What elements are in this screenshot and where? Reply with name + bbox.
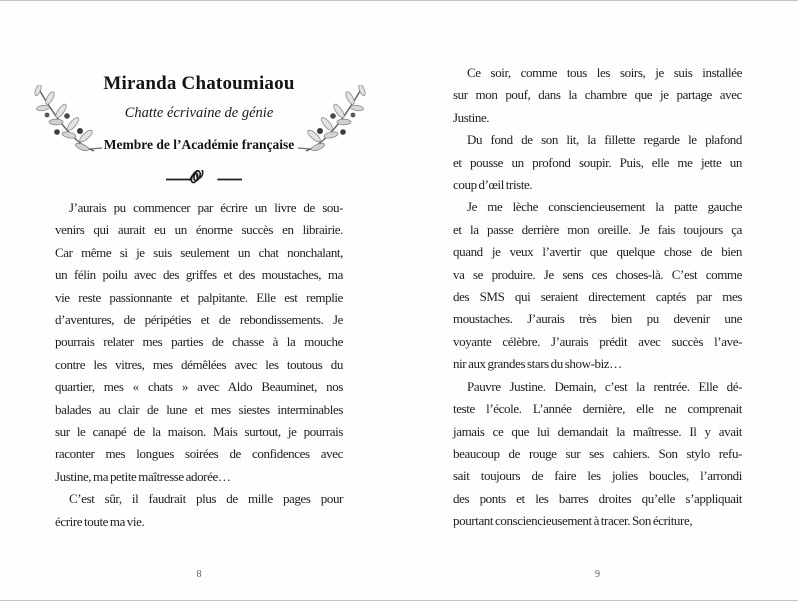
page-title: Miranda Chatoumiaou: [103, 73, 295, 94]
text-line: sur mon pouf, dans la chambre que je partage avec: [453, 87, 742, 103]
page-number-left: 8: [196, 569, 202, 580]
text-line: vie reste passionnante et palpitante. Elle est remplie: [55, 289, 343, 305]
text-line: et pousse un profond soupir. Puis, elle me jette un: [453, 154, 742, 170]
text-line: des SMS qui seraient directement captés par mes: [453, 289, 742, 305]
text-line: nir aux grandes stars du show-biz…: [453, 356, 622, 372]
text-line: voyante célèbre. J’aurais prédit avec succès l’ave-: [453, 333, 742, 349]
page-subtitle: Chatte écrivaine de génie: [124, 105, 274, 121]
olive-branch-icon: [30, 85, 102, 165]
paragraph: [453, 196, 742, 375]
text-line: sait toujours de faire les jolies boucles, l’arrondi: [453, 468, 742, 484]
rope-twist-divider-icon: [166, 170, 242, 188]
text-line: beaucoup de rouge sur ses cahiers. Son stylo refu-: [453, 445, 742, 461]
text-line: d’aventures, de péripéties et de rebondissements. Je: [55, 312, 343, 328]
text-line: pourrais relater mes parties de chasse à la mouche: [55, 334, 343, 350]
text-line: contre les vitres, mes démêlées avec les toutous du: [55, 356, 343, 372]
text-line: teste l’école. L’année dernière, elle ne comprenait: [453, 401, 742, 417]
paragraph: [55, 488, 343, 533]
text-line: balades au clair de lune et mes siestes interminables: [55, 401, 343, 417]
olive-branch-icon: [298, 85, 370, 165]
paragraph: [453, 129, 742, 196]
text-line: quand je veux l’avertir que quelque chose de bien: [453, 244, 742, 260]
text-line: un félin poilu avec des griffes et des moustaches, ma: [55, 267, 343, 283]
right-page-body: [453, 62, 742, 533]
text-line: écrire toute ma vie.: [55, 513, 145, 529]
text-line: et la passe derrière mon oreille. Je fais toujours ça: [453, 221, 742, 237]
text-line: Justine, ma petite maîtresse adorée…: [55, 468, 231, 484]
page-number-right: 9: [595, 569, 600, 580]
text-line: Du fond de son lit, la fillette regarde le plafond: [467, 132, 742, 148]
text-line: raconter mes longues soirées de confidences avec: [55, 446, 343, 462]
text-line: C’est sûr, il faudrait plus de mille pages pour: [69, 491, 343, 507]
text-line: J’aurais pu commencer par écrire un livre de sou-: [69, 200, 343, 215]
text-line: Ce soir, comme tous les soirs, je suis installée: [467, 65, 742, 80]
left-page-body: [55, 197, 343, 533]
text-line: des ponts et les barres droites qu’elle s’appliquait: [453, 490, 742, 506]
text-line: Justine.: [453, 109, 490, 125]
page-affiliation: Membre de l’Académie française: [103, 137, 295, 152]
paragraph: [453, 62, 742, 129]
paragraph: [453, 376, 742, 533]
text-line: coup d’œil triste.: [453, 177, 533, 193]
text-line: pourtant consciencieusement à tracer. Son écriture,: [453, 513, 693, 529]
text-line: Pauvre Justine. Demain, c’est la rentrée. Elle dé-: [467, 378, 742, 394]
text-line: quartier, mes « chats » avec Aldo Beauminet, nos: [55, 379, 343, 395]
text-line: Car même si je suis seulement un chat nonchalant,: [55, 244, 343, 260]
text-line: jamais ce que lui demandait la maîtresse. Il y avait: [453, 423, 742, 439]
paragraph: [55, 197, 343, 488]
text-line: sur le canapé de la maison. Mais surtout, je pourrais: [55, 424, 343, 440]
text-line: moustaches. J’aurais très bien pu devenir une: [453, 311, 742, 327]
text-line: va se produire. Je sens ces choses-là. C’est comme: [453, 266, 742, 282]
text-line: venirs qui aurait eu un énorme succès en librairie.: [55, 222, 343, 238]
text-line: Je me lèche consciencieusement la patte gauche: [467, 199, 742, 215]
